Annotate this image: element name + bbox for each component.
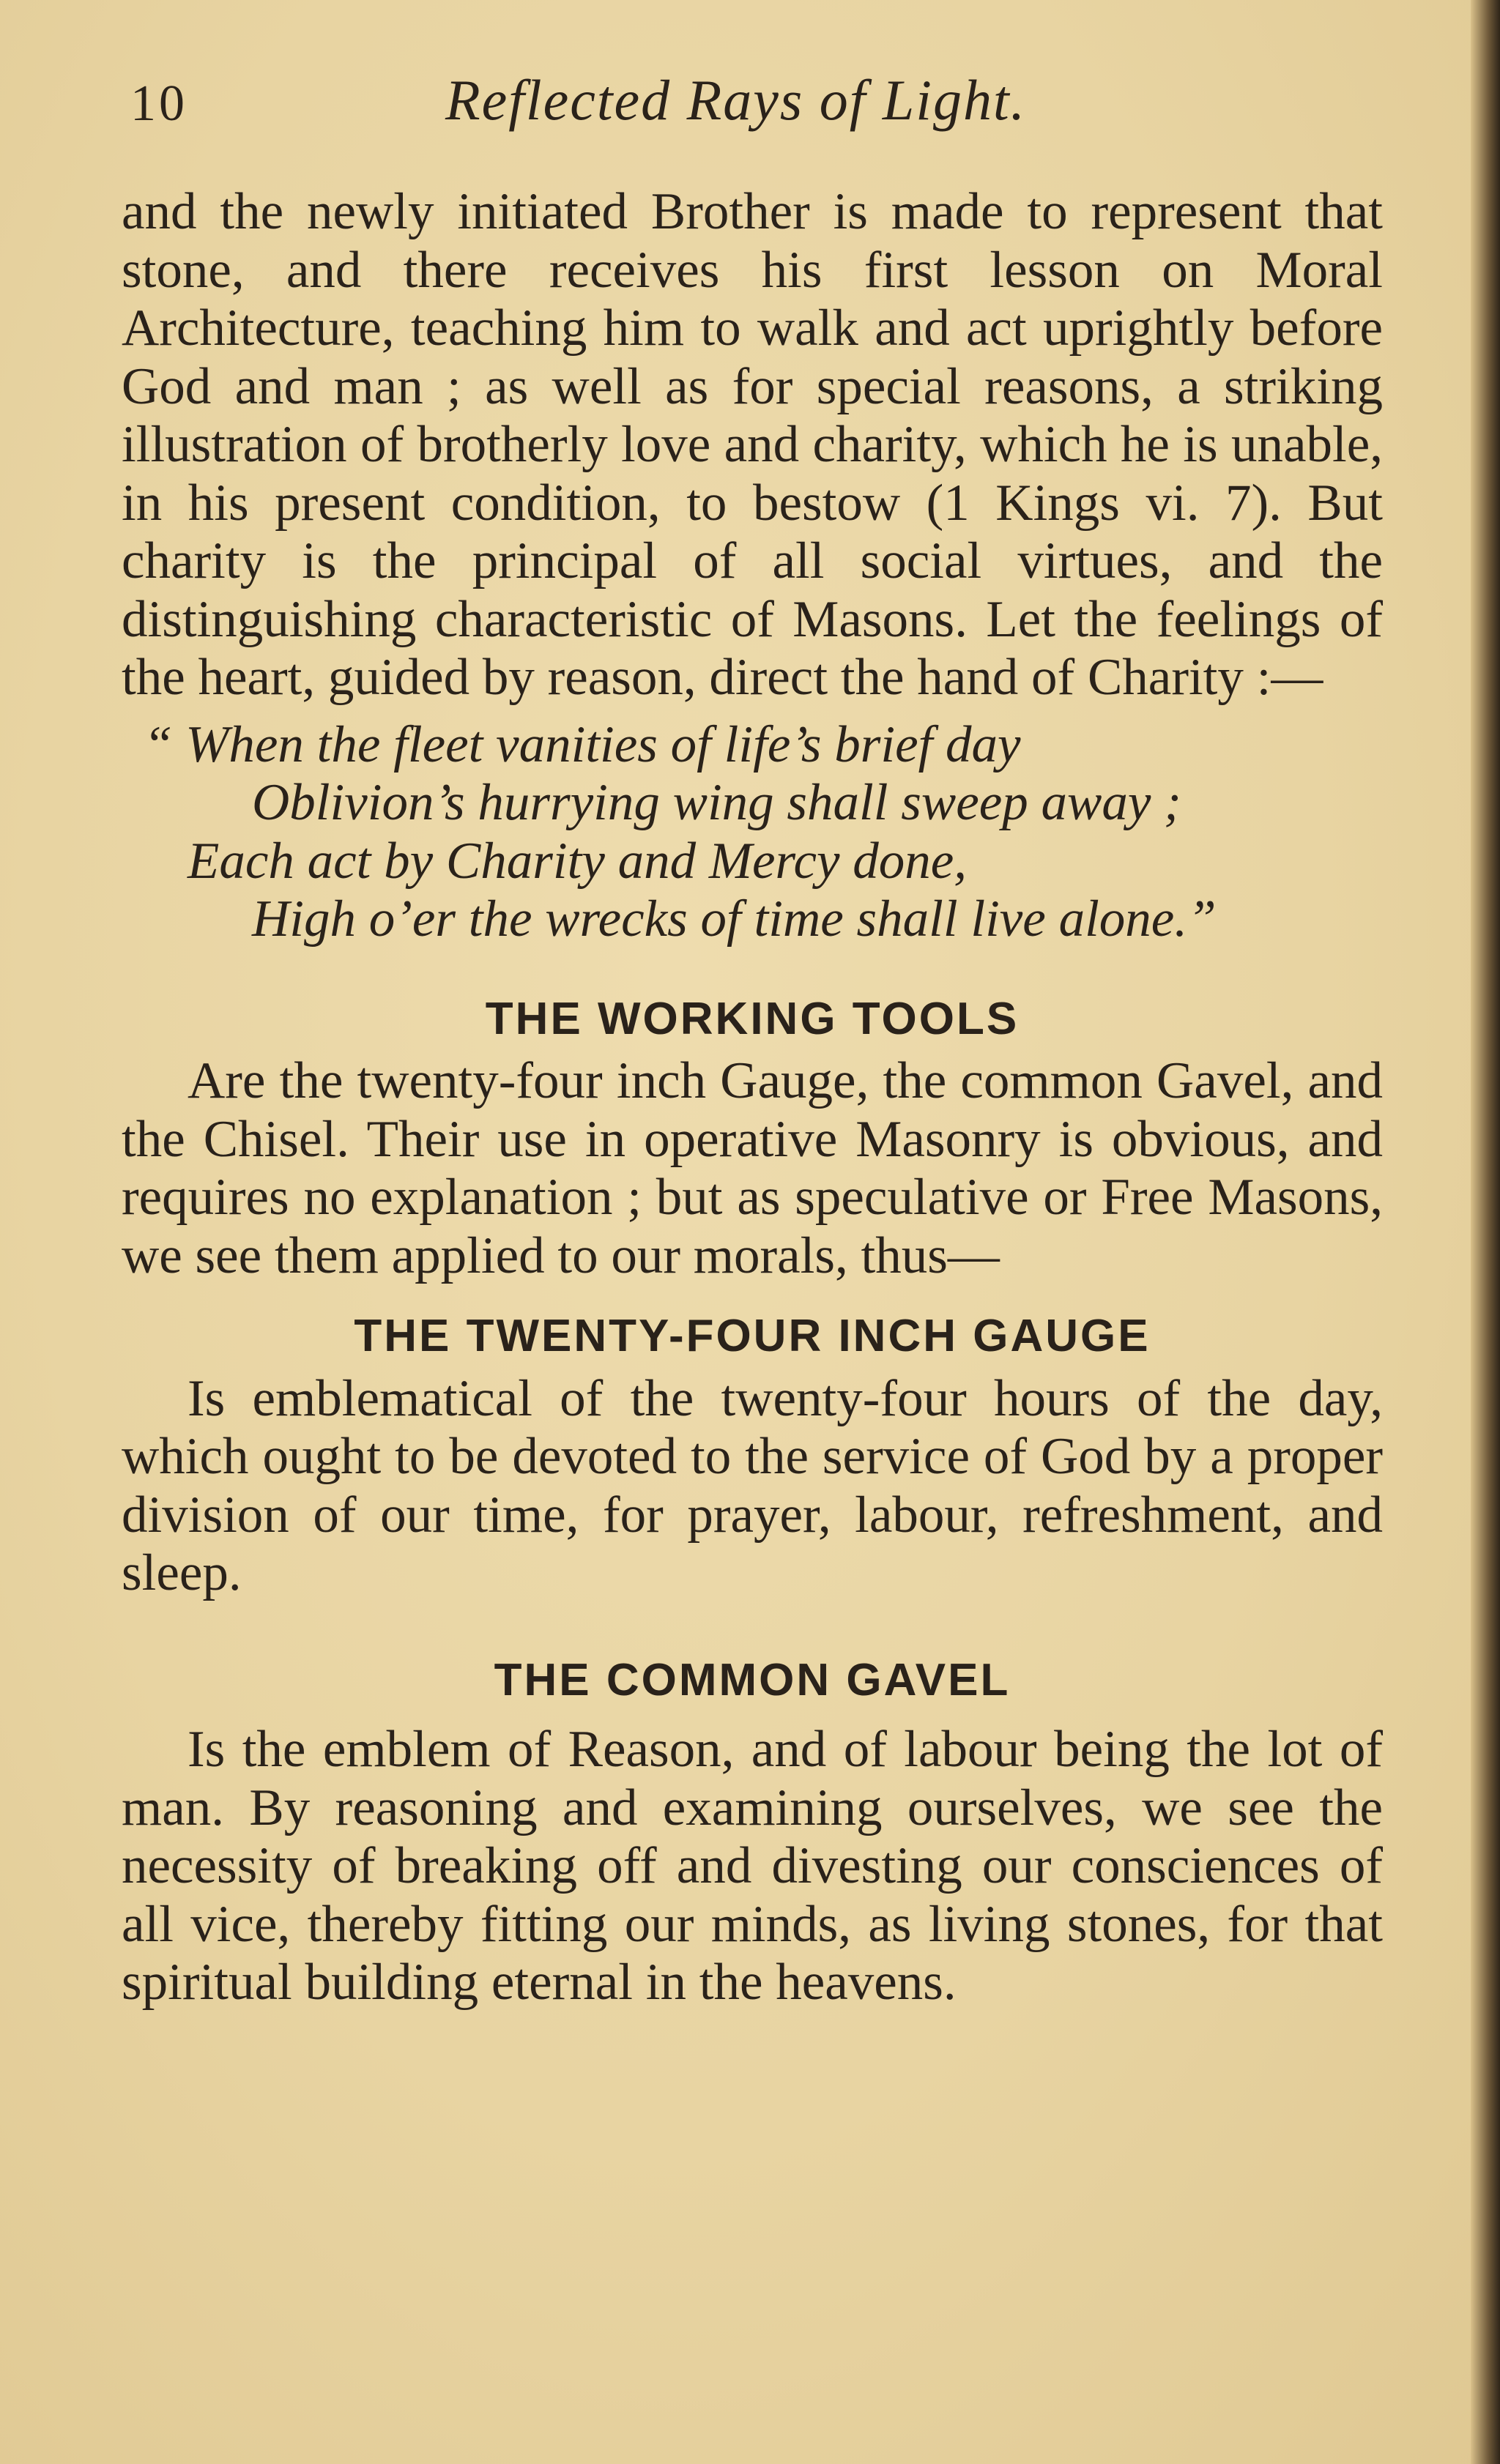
poem-quotation xyxy=(122,716,1383,949)
paragraph-gavel: Is the emblem of Reason, and of labour being the lot of man. By reasoning and examining ourselves, we see the necessity of breaking off and divesting our consciences of all vice, thereby fitting our minds, as living stones, for that spiritual building eternal in the heavens. xyxy=(122,1721,1383,2011)
paragraph-working-tools: Are the twenty-four inch Gauge, the common Gavel, and the Chisel. Their use in operative Masonry is obvious, and requires no explanation ; but as speculative or Free Masons, we see them applied to our morals, thus— xyxy=(122,1052,1383,1284)
poem-line: Each act by Charity and Mercy done, xyxy=(188,832,968,890)
running-title: Reflected Rays of Light. xyxy=(445,68,1027,132)
poem-line: High o’er the wrecks of time shall live alone.” xyxy=(252,890,1217,948)
heading-twenty-four-inch-gauge: THE TWENTY-FOUR INCH GAUGE xyxy=(354,1311,1151,1361)
paragraph-gauge: Is emblematical of the twenty-four hours of the day, which ought to be devoted to the service of God by a proper division of our time, for prayer, labour, refreshment, and sleep. xyxy=(122,1369,1383,1601)
heading-common-gavel: THE COMMON GAVEL xyxy=(494,1654,1011,1705)
poem-line: Oblivion’s hurrying wing shall sweep away ; xyxy=(252,774,1181,831)
poem-line: “ When the fleet vanities of life’s brief day xyxy=(144,715,1021,773)
page-header xyxy=(0,67,1500,155)
page-edge-shadow xyxy=(1471,0,1500,2464)
page-body xyxy=(122,183,1383,2012)
heading-working-tools: THE WORKING TOOLS xyxy=(485,993,1020,1044)
paragraph-moral-architecture: and the newly initiated Brother is made to represent that stone, and there receives his first lesson on Moral Architecture, teaching him to walk and act uprightly before God and man ; as well as for special reasons, a striking illustration of brotherly love and charity, which he is unable, in his present condition, to bestow (1 Kings vi. 7). But charity is the principal of all social virtues, and the distinguishing characteristic of Masons. Let the feelings of the heart, guided by reason, direct the hand of Charity :— xyxy=(122,183,1383,706)
page-number: 10 xyxy=(130,75,188,132)
